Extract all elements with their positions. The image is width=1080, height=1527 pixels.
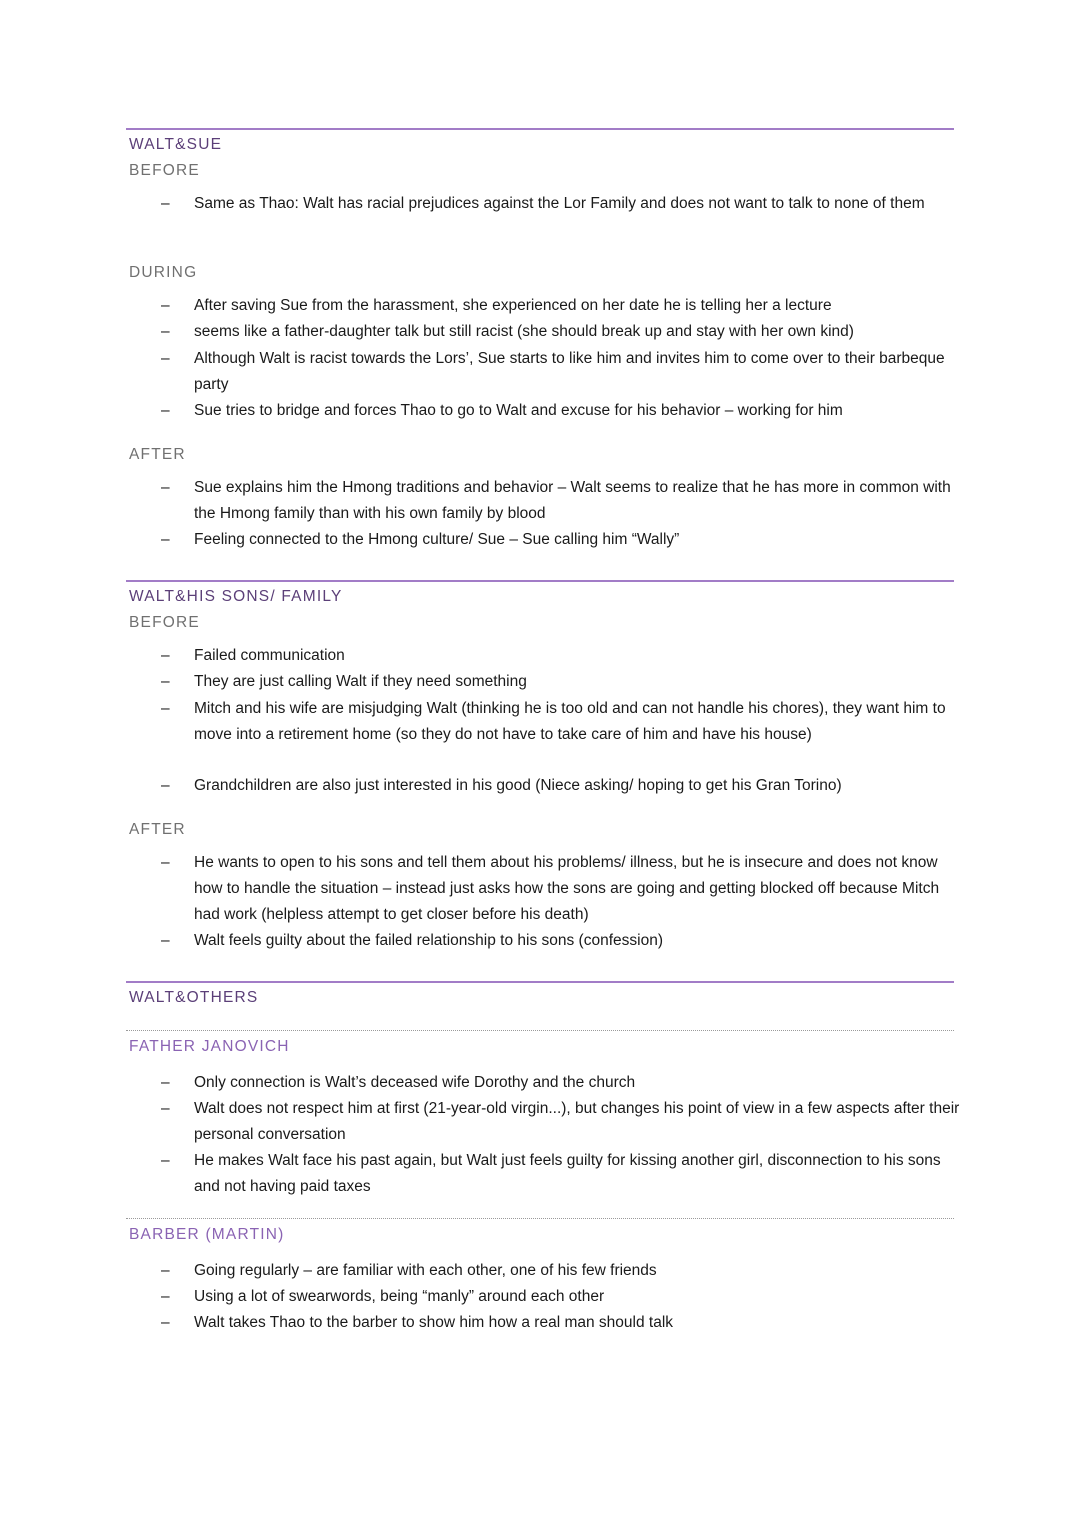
subheading-after: AFTER (129, 821, 186, 838)
list-item: – Failed communication (161, 643, 961, 669)
bullet-dash: – (161, 854, 170, 871)
list-item: – Walt does not respect him at first (21-year-old virgin...), but changes his point of view in a few aspects after their personal conversation (161, 1096, 961, 1148)
list-item: – Sue explains him the Hmong traditions and behavior – Walt seems to realize that he has more in common with the Hmong family than with his own family by blood (161, 475, 961, 527)
list-item: – Going regularly – are familiar with each other, one of his few friends (161, 1258, 961, 1284)
list-item: – Using a lot of swearwords, being “manly” around each other (161, 1284, 961, 1310)
bullet-dash: – (161, 297, 170, 314)
bullet-dash: – (161, 402, 170, 419)
list-item: – Mitch and his wife are misjudging Walt (thinking he is too old and can not handle his chores), they want him to move into a retirement home (so they do not have to take care of him and have his house) (161, 696, 961, 748)
list-item: – Sue tries to bridge and forces Thao to go to Walt and excuse for his behavior – working for him (161, 398, 961, 424)
subheading-during: DURING (129, 264, 198, 281)
bullet-dash: – (161, 673, 170, 690)
bullet-dash: – (161, 1288, 170, 1305)
bullet-dash: – (161, 1262, 170, 1279)
list-item: – Walt takes Thao to the barber to show him how a real man should talk (161, 1310, 961, 1336)
section-divider (126, 981, 954, 983)
list-item: – After saving Sue from the harassment, she experienced on her date he is telling her a lecture (161, 293, 961, 319)
list-item: – He makes Walt face his past again, but Walt just feels guilty for kissing another girl, disconnection to his sons and not having paid taxes (161, 1148, 961, 1200)
bullet-dash: – (161, 777, 170, 794)
list-item: – Walt feels guilty about the failed relationship to his sons (confession) (161, 928, 961, 954)
bullet-dash: – (161, 479, 170, 496)
bullet-dash: – (161, 1074, 170, 1091)
list-item: – Grandchildren are also just interested in his good (Niece asking/ hoping to get his Gran Torino) (161, 773, 961, 799)
section-title-walt-sue: WALT&SUE (129, 136, 223, 153)
bullet-dash: – (161, 531, 170, 548)
bullet-dash: – (161, 932, 170, 949)
bullet-dash: – (161, 1314, 170, 1331)
bullet-dash: – (161, 350, 170, 367)
bullet-dash: – (161, 1100, 170, 1117)
subheading-before: BEFORE (129, 614, 200, 631)
bullet-dash: – (161, 1152, 170, 1169)
list-item: – Although Walt is racist towards the Lors’, Sue starts to like him and invites him to come over to their barbeque party (161, 346, 961, 398)
bullet-dash: – (161, 323, 170, 340)
section-divider (126, 128, 954, 130)
list-item: – He wants to open to his sons and tell them about his problems/ illness, but he is insecure and does not know how to handle the situation – instead just asks how the sons are going and getting blocked off because Mitch had work (helpless attempt to get closer before his death) (161, 850, 961, 927)
list-item: – Same as Thao: Walt has racial prejudices against the Lor Family and does not want to talk to none of them (161, 191, 961, 217)
list-item: – They are just calling Walt if they need something (161, 669, 961, 695)
subheading-father-janovich: FATHER JANOVICH (129, 1038, 290, 1055)
list-item: – seems like a father-daughter talk but still racist (she should break up and stay with her own kind) (161, 319, 961, 345)
subheading-before: BEFORE (129, 162, 200, 179)
section-title-walt-others: WALT&OTHERS (129, 989, 259, 1006)
bullet-dash: – (161, 700, 170, 717)
section-title-walt-sons: WALT&HIS SONS/ FAMILY (129, 588, 343, 605)
bullet-dash: – (161, 195, 170, 212)
list-item: – Only connection is Walt’s deceased wife Dorothy and the church (161, 1070, 961, 1096)
subheading-after: AFTER (129, 446, 186, 463)
section-divider (126, 580, 954, 582)
list-item: – Feeling connected to the Hmong culture/ Sue – Sue calling him “Wally” (161, 527, 961, 553)
subheading-barber: BARBER (MARTIN) (129, 1226, 285, 1243)
bullet-dash: – (161, 647, 170, 664)
subsection-divider (126, 1218, 954, 1219)
subsection-divider (126, 1030, 954, 1031)
